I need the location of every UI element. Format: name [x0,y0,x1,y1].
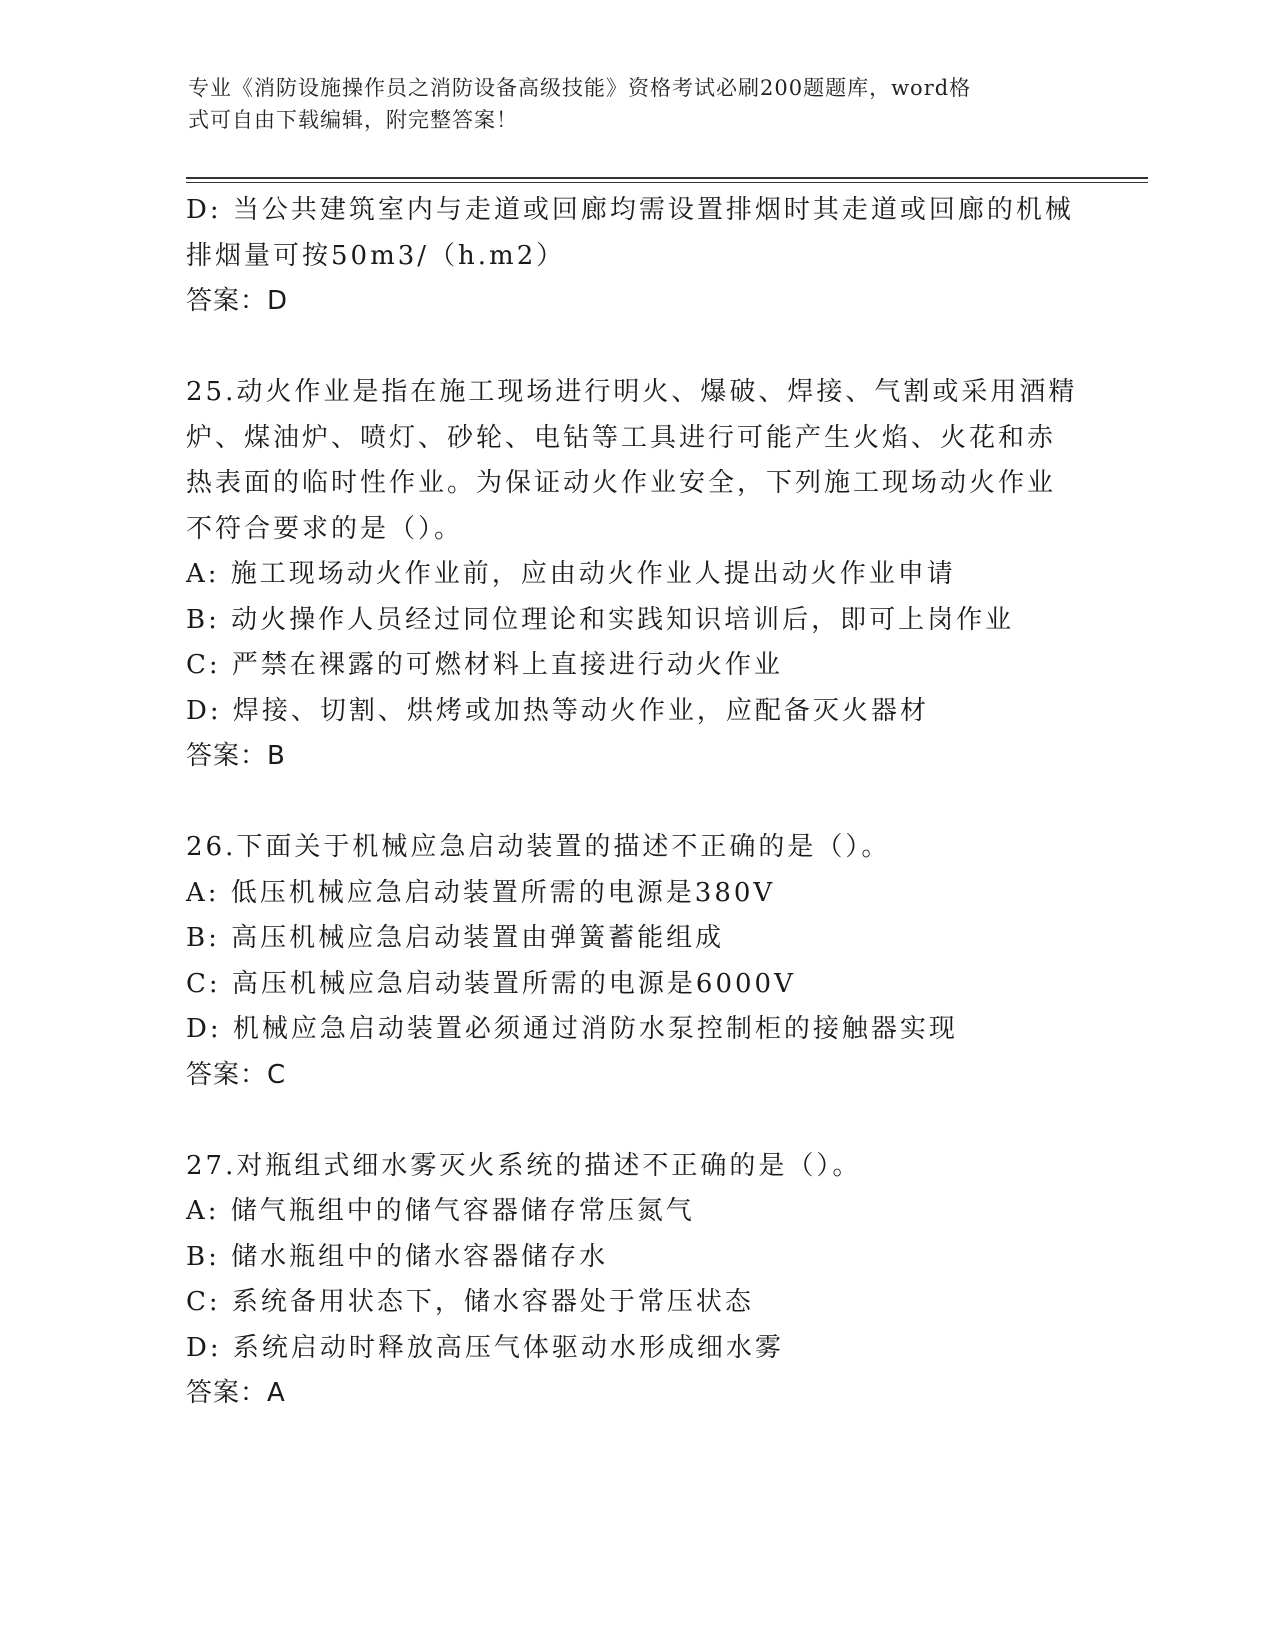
option-a: A: 储气瓶组中的储气容器储存常压氮气 [186,1196,695,1226]
answer: 答案：C [186,1059,287,1090]
header-line-1: 专业《消防设施操作员之消防设备高级技能》资格考试必刷200题题库，word格 [188,76,972,100]
question-stem: 25.动火作业是指在施工现场进行明火、爆破、焊接、气割或采用酒精 [186,377,1078,407]
option-a: A: 施工现场动火作业前，应由动火作业人提出动火作业申请 [186,559,956,589]
option-a: A: 低压机械应急启动装置所需的电源是380V [186,877,776,908]
spacer [186,780,1086,826]
answer: 答案：D [186,286,289,316]
option-c: C: 严禁在裸露的可燃材料上直接进行动火作业 [186,650,783,680]
option-d: D: 焊接、切割、烘烤或加热等动火作业，应配备灭火器材 [186,695,929,726]
question-25 [186,370,1086,780]
document-header [188,72,1068,136]
option-c: C: 高压机械应急启动装置所需的电源是6000V [186,968,796,999]
question-26 [186,825,1086,1098]
question-stem: 26.下面关于机械应急启动装置的描述不正确的是（）。 [186,832,891,862]
question-stem: 热表面的临时性作业。为保证动火作业安全，下列施工现场动火作业 [186,468,1057,498]
header-line-2: 式可自由下载编辑，附完整答案！ [188,108,518,132]
option-c: C: 系统备用状态下，储水容器处于常压状态 [186,1287,754,1317]
option-b: B: 储水瓶组中的储水容器储存水 [186,1241,609,1272]
header-divider-thick [186,177,1148,179]
question-27 [186,1144,1086,1417]
question-stem: 不符合要求的是（）。 [186,513,464,544]
spacer [186,325,1086,371]
option-b: B: 高压机械应急启动装置由弹簧蓄能组成 [186,923,725,953]
option-d: D: 系统启动时释放高压气体驱动水形成细水雾 [186,1332,784,1363]
answer: 答案：B [186,741,286,771]
question-stem: 炉、煤油炉、喷灯、砂轮、电钻等工具进行可能产生火焰、火花和赤 [186,422,1057,453]
question-content [186,188,1086,1417]
question-stem: 27.对瓶组式细水雾灭火系统的描述不正确的是（）。 [186,1150,862,1181]
option-d: D: 当公共建筑室内与走道或回廊均需设置排烟时其走道或回廊的机械 [186,195,1074,225]
prev-question-tail [186,188,1086,325]
answer: 答案：A [186,1378,286,1408]
option-d-continued: 排烟量可按50m3/（h.m2） [186,240,566,271]
option-b: B: 动火操作人员经过同位理论和实践知识培训后，即可上岗作业 [186,604,1015,635]
option-d: D: 机械应急启动装置必须通过消防水泵控制柜的接触器实现 [186,1014,958,1044]
spacer [186,1098,1086,1144]
header-divider-thin [186,182,1148,183]
